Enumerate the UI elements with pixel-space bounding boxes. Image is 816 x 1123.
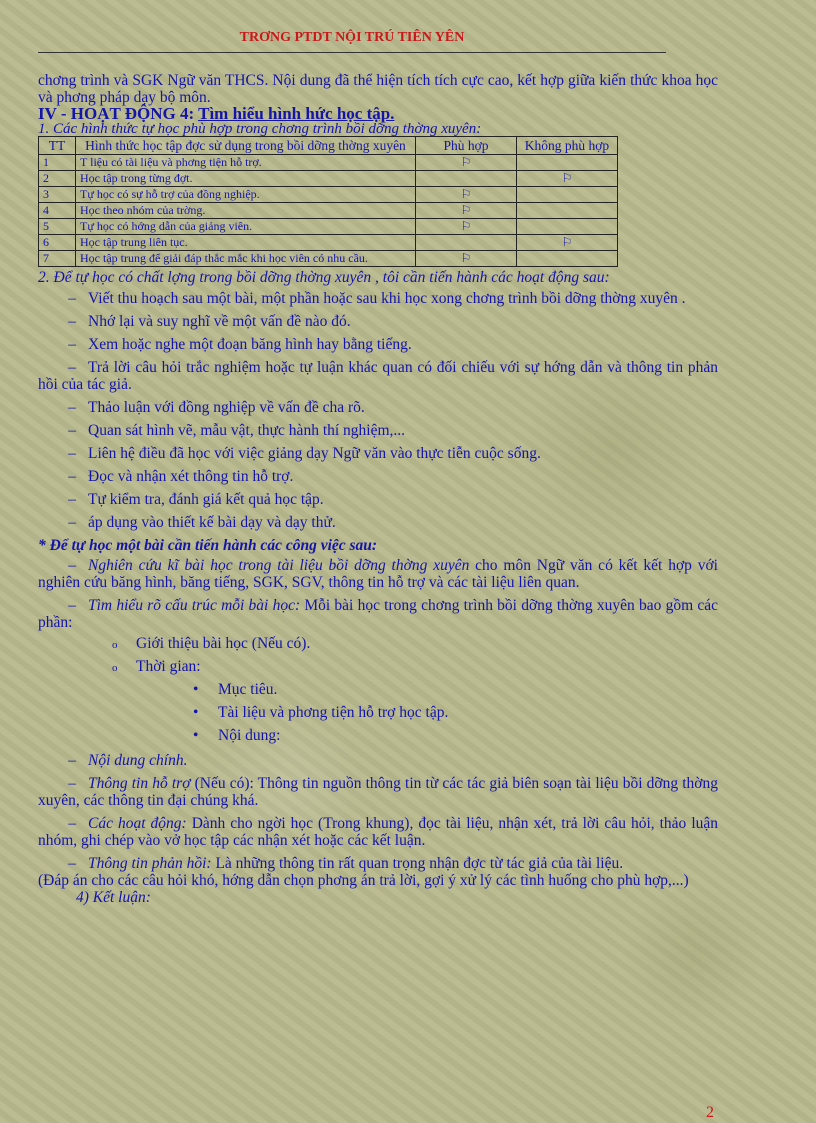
circle-bullet-icon: o (112, 662, 118, 674)
dash-marker: – (68, 336, 76, 353)
dash-marker: – (68, 775, 76, 792)
dash-marker: – (68, 359, 76, 376)
activity-text: Viết thu hoạch sau một bài, một phần hoặc sau khi học xong chơng trình bồi dỡng thờng xuyên . (88, 290, 686, 307)
step-4 (38, 775, 718, 809)
list-item (38, 313, 718, 330)
flag-icon: ⚐ (460, 219, 472, 233)
cell-tt: 6 (39, 235, 76, 251)
col-header-notfit: Không phù hợp (517, 137, 618, 155)
cell-tt: 2 (39, 171, 76, 187)
dash-marker: – (68, 597, 76, 614)
cell-fit (416, 251, 517, 267)
cell-notfit (517, 219, 618, 235)
table-row (39, 219, 618, 235)
step-2 (38, 597, 718, 631)
activity-heading (38, 106, 718, 122)
circle-item-text: Thời gian: (136, 658, 201, 675)
list-item (38, 704, 718, 721)
bullet-list (38, 681, 718, 744)
step-3-italic: Nội dung chính. (88, 752, 188, 769)
cell-form: Tự học có hớng dẫn của giảng viên. (76, 219, 416, 235)
table-body (39, 155, 618, 267)
dash-marker: – (68, 422, 76, 439)
bullet-item-text: Tài liệu và phơng tiện hỗ trợ học tập. (218, 704, 449, 721)
activity-text: Liên hệ điều đã học với việc giảng dạy Ngữ văn vào thực tiễn cuộc sống. (88, 445, 541, 462)
flag-icon: ⚐ (460, 251, 472, 265)
step-6-rest: Là những thông tin rất quan trọng nhận đợc từ tác giả của tài liệu. (211, 855, 624, 872)
bullet-item-text: Nội dung: (218, 727, 281, 744)
table-row (39, 155, 618, 171)
cell-form: Tự học có sự hỗ trợ của đồng nghiệp. (76, 187, 416, 203)
step-5-italic: Các hoạt động: (88, 815, 187, 832)
cell-fit (416, 203, 517, 219)
step-5-rest: Dành cho ngời học (Trong khung), đọc tài liệu, nhận xét, trả lời câu hỏi, thảo luận nhóm, ghi chép vào vở học tập các nhận xét hoặc các kết luận. (38, 815, 718, 849)
cell-tt: 1 (39, 155, 76, 171)
activity-text: áp dụng vào thiết kế bài dạy và dạy thử. (88, 514, 336, 531)
bullet-icon: • (193, 681, 199, 698)
list-item (38, 727, 718, 744)
section2-title: 2. Để tự học có chất lợng trong bồi dỡng thờng xuyên , tôi cần tiến hành các hoạt động sau: (38, 269, 610, 286)
dash-marker: – (68, 752, 76, 769)
cell-tt: 7 (39, 251, 76, 267)
list-item (38, 399, 718, 416)
col-header-form: Hình thức học tập đợc sử dụng trong bồi dỡng thờng xuyên (76, 137, 416, 155)
dash-marker: – (68, 399, 76, 416)
cell-tt: 5 (39, 219, 76, 235)
list-item (38, 681, 718, 698)
bullet-item-text: Mục tiêu. (218, 681, 278, 698)
dash-marker: – (68, 557, 76, 574)
list-item (38, 445, 718, 462)
activity-text: Tự kiểm tra, đánh giá kết quả học tập. (88, 491, 324, 508)
list-item (38, 422, 718, 439)
flag-icon: ⚐ (561, 171, 573, 185)
cell-notfit (517, 235, 618, 251)
cell-form: Học tập trung để giải đáp thắc mắc khi học viên có nhu cầu. (76, 251, 416, 267)
activity-text: Đọc và nhận xét thông tin hỗ trợ. (88, 468, 294, 485)
step-1-italic: Nghiên cứu kĩ bài học trong tài liệu bồi dỡng thờng xuyên (88, 557, 470, 574)
cell-form: Học theo nhóm của trờng. (76, 203, 416, 219)
step-5 (38, 815, 718, 849)
cell-notfit (517, 251, 618, 267)
cell-notfit (517, 203, 618, 219)
table-row (39, 187, 618, 203)
page-header: TRƠNG PTDT NỘI TRÚ TIÊN YÊN (38, 30, 666, 53)
step-6-italic: Thông tin phản hồi: (88, 855, 212, 872)
cell-notfit (517, 155, 618, 171)
list-item (38, 514, 718, 531)
cell-notfit (517, 171, 618, 187)
activity-text: Thảo luận với đồng nghiệp về vấn đề cha rõ. (88, 399, 365, 416)
cell-fit (416, 171, 517, 187)
table-row (39, 235, 618, 251)
circle-bullet-icon: o (112, 639, 118, 651)
dash-marker: – (68, 514, 76, 531)
activity-text: Nhớ lại và suy nghĩ về một vấn đề nào đó. (88, 313, 351, 330)
cell-notfit (517, 187, 618, 203)
step-6 (38, 855, 718, 872)
activities-list (38, 290, 718, 531)
col-header-tt: TT (39, 137, 76, 155)
intro-paragraph: chơng trình và SGK Ngữ văn THCS. Nội dung đã thể hiện tích tích cực cao, kết hợp giữa kiến thức khoa học và phơng pháp dạy bộ môn. (38, 72, 718, 106)
list-item (38, 336, 718, 353)
list-item (38, 658, 718, 677)
step-3 (38, 752, 718, 769)
dash-marker: – (68, 445, 76, 462)
flag-icon: ⚐ (561, 235, 573, 249)
section1-title: 1. Các hình thức tự học phù hợp trong chơng trình bồi dỡng thờng xuyên: (38, 121, 482, 137)
step-4-rest: (Nếu có): Thông tin nguồn thông tin từ các tác giả biên soạn tài liệu bồi dỡng thờng xuyên, các thông tin đại chúng khá. (38, 775, 718, 809)
dash-marker: – (68, 855, 76, 872)
cell-fit (416, 187, 517, 203)
activity-text: Xem hoặc nghe một đoạn băng hình hay bằng tiếng. (88, 336, 412, 353)
activity-heading-prefix: IV - HOẠT ĐỘNG 4: (38, 104, 195, 123)
cell-fit (416, 219, 517, 235)
table-row (39, 251, 618, 267)
cell-form: Học tập trong từng đợt. (76, 171, 416, 187)
flag-icon: ⚐ (460, 155, 472, 169)
activity-heading-title: Tìm hiểu hình hức học tập. (198, 104, 395, 123)
cell-form: Học tập trung liên tục. (76, 235, 416, 251)
cell-fit (416, 155, 517, 171)
conclusion-heading: 4) Kết luận: (76, 889, 151, 906)
dash-marker: – (68, 491, 76, 508)
table-header-row (39, 137, 618, 155)
list-item (38, 359, 718, 393)
learning-forms-table (38, 136, 618, 267)
list-item (38, 635, 718, 654)
step-2-rest: Mỗi bài học trong chơng trình bồi dỡng thờng xuyên bao gồm các phần: (38, 597, 718, 631)
list-item (38, 290, 718, 307)
col-header-fit: Phù hợp (416, 137, 517, 155)
activity-text: Quan sát hình vẽ, mẫu vật, thực hành thí nghiệm,... (88, 422, 406, 439)
dash-marker: – (68, 815, 76, 832)
step-1-rest: cho môn Ngữ văn có kết kết hợp với nghiên cứu băng hình, băng tiếng, SGK, SGV, thông tin hỗ trợ và các tài liệu liên quan. (38, 557, 718, 591)
flag-icon: ⚐ (460, 203, 472, 217)
cell-tt: 4 (39, 203, 76, 219)
cell-fit (416, 235, 517, 251)
activity-text: Trả lời câu hỏi trắc nghiệm hoặc tự luận khác quan có đối chiếu với sự hớng dẫn và thông tin phản hồi của tác giả. (38, 359, 718, 393)
section3-title: * Để tự học một bài cần tiến hành các công việc sau: (38, 537, 378, 554)
flag-icon: ⚐ (460, 187, 472, 201)
list-item (38, 468, 718, 485)
circle-item-text: Giới thiệu bài học (Nếu có). (136, 635, 311, 652)
dash-marker: – (68, 313, 76, 330)
document-body (38, 72, 718, 906)
list-item (38, 491, 718, 508)
step-4-italic: Thông tin hỗ trợ (88, 775, 191, 792)
cell-tt: 3 (39, 187, 76, 203)
table-row (39, 171, 618, 187)
table-row (39, 203, 618, 219)
bullet-icon: • (193, 727, 199, 744)
page-number: 2 (706, 1104, 714, 1121)
dash-marker: – (68, 468, 76, 485)
bullet-icon: • (193, 704, 199, 721)
circle-list (38, 635, 718, 677)
cell-form: T liệu có tài liệu và phơng tiện hỗ trợ. (76, 155, 416, 171)
dash-marker: – (68, 290, 76, 307)
step-2-italic: Tìm hiểu rõ cấu trúc mỗi bài học: (88, 597, 301, 614)
step-1 (38, 557, 718, 591)
note-paragraph: (Đáp án cho các câu hỏi khó, hớng dẫn chọn phơng án trả lời, gợi ý xử lý các tình huống cho phù hợp,...) (38, 872, 689, 889)
